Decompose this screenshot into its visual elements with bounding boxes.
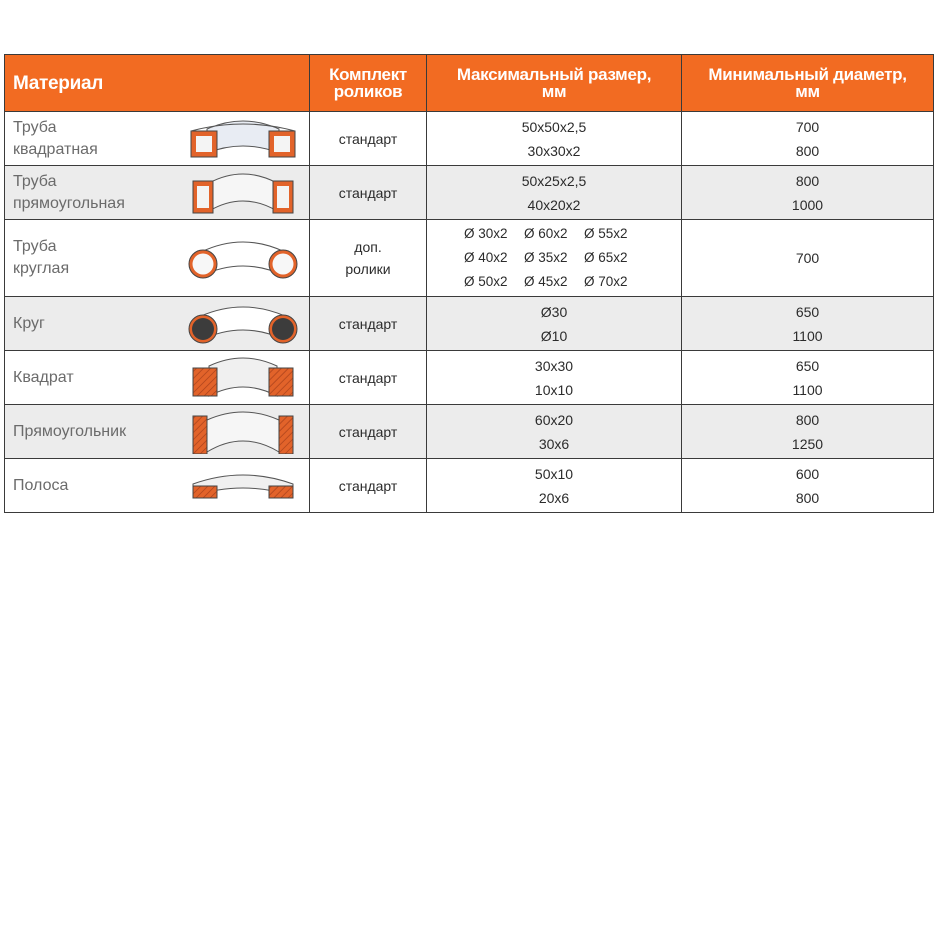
max-size-cell: Ø 30x2 Ø 60x2 Ø 55x2 Ø 40x2 Ø 35x2 Ø 65x2 Ø 50x2 Ø 45x2 Ø 70x2 <box>427 220 682 297</box>
min-diameter-cell: 600 800 <box>682 459 934 513</box>
square-bar-icon <box>187 356 299 400</box>
min-diameter-cell: 700 <box>682 220 934 297</box>
bending-spec-table <box>4 54 934 513</box>
min-diameter-cell: 800 1250 <box>682 405 934 459</box>
header-min-diameter: Минимальный диаметр, мм <box>682 55 934 112</box>
table-row <box>5 297 934 351</box>
max-size-cell: 60x20 30x6 <box>427 405 682 459</box>
table-row <box>5 166 934 220</box>
table-row <box>5 220 934 297</box>
rollers-cell: стандарт <box>310 112 427 166</box>
material-cell: Полоса <box>5 459 310 513</box>
material-cell: Труба круглая <box>5 220 310 297</box>
material-cell: Труба квадратная <box>5 112 310 166</box>
rollers-cell: стандарт <box>310 459 427 513</box>
max-size-cell: 50x25x2,5 40x20x2 <box>427 166 682 220</box>
min-diameter-cell: 700 800 <box>682 112 934 166</box>
max-size-cell: 30x30 10x10 <box>427 351 682 405</box>
table-row <box>5 351 934 405</box>
rollers-cell: доп. ролики <box>310 220 427 297</box>
header-rollers: Комплект роликов <box>310 55 427 112</box>
table-header-row <box>5 55 934 112</box>
rect-bar-icon <box>187 410 299 454</box>
square-tube-icon <box>187 117 299 161</box>
material-cell: Труба прямоугольная <box>5 166 310 220</box>
min-diameter-cell: 650 1100 <box>682 297 934 351</box>
flat-bar-icon <box>187 464 299 508</box>
max-size-cell: 50x10 20x6 <box>427 459 682 513</box>
round-bar-icon <box>187 302 299 346</box>
min-diameter-cell: 800 1000 <box>682 166 934 220</box>
min-diameter-cell: 650 1100 <box>682 351 934 405</box>
table-row <box>5 112 934 166</box>
table-row <box>5 405 934 459</box>
round-tube-icon <box>187 236 299 280</box>
header-max-size: Максимальный размер, мм <box>427 55 682 112</box>
material-cell: Круг <box>5 297 310 351</box>
rollers-cell: стандарт <box>310 405 427 459</box>
rollers-cell: стандарт <box>310 297 427 351</box>
max-size-cell: Ø30 Ø10 <box>427 297 682 351</box>
material-cell: Квадрат <box>5 351 310 405</box>
max-size-cell: 50x50x2,5 30x30x2 <box>427 112 682 166</box>
rect-tube-icon <box>187 171 299 215</box>
material-cell: Прямоугольник <box>5 405 310 459</box>
table-row <box>5 459 934 513</box>
rollers-cell: стандарт <box>310 351 427 405</box>
header-material: Материал <box>5 55 310 112</box>
rollers-cell: стандарт <box>310 166 427 220</box>
